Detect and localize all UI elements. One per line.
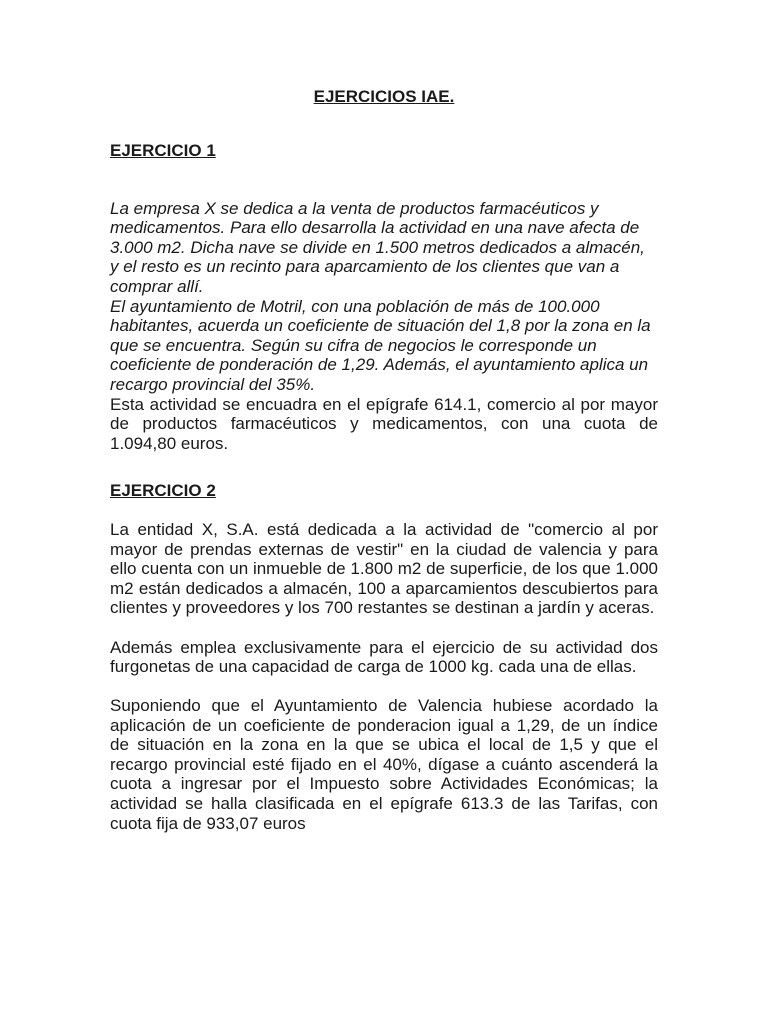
- exercise-1-paragraph-2: El ayuntamiento de Motril, con una población de más de 100.000 habitantes, acuerda un coeficiente de situación del 1,8 por la zona en la que se encuentra. Según su cifra de negocios le corresponde un coeficiente de ponderación de 1,29. Además, el ayuntamiento aplica un recargo provincial del 35%.: [110, 296, 651, 394]
- exercise-1-paragraph-3: Esta actividad se encuadra en el epígrafe 614.1, comercio al por mayor de productos farmacéuticos y medicamentos, con una cuota de 1.094,80 euros.: [110, 394, 658, 453]
- document-title: EJERCICIOS IAE.: [313, 87, 455, 106]
- exercise-2-paragraph-3: Suponiendo que el Ayuntamiento de Valencia hubiese acordado la aplicación de un coeficiente de ponderacion igual a 1,29, de un índice de situación en la zona en la que se ubica el local de 1,5 y que el recargo provincial esté fijado en el 40%, dígase a cuánto ascenderá la cuota a ingresar por el Impuesto sobre Actividades Económicas; la actividad se halla clasificada en el epígrafe 613.3 de las Tarifas, con cuota fija de 933,07 euros: [110, 696, 658, 833]
- exercise-2-paragraph-2: Además emplea exclusivamente para el ejercicio de su actividad dos furgonetas de una capacidad de carga de 1000 kg. cada una de ellas.: [110, 637, 658, 677]
- exercise-2-paragraph-1: La entidad X, S.A. está dedicada a la actividad de "comercio al por mayor de prendas externas de vestir" en la ciudad de valencia y para ello cuenta con un inmueble de 1.800 m2 de superficie, de los que 1.000 m2 están dedicados a almacén, 100 a aparcamientos descubiertos para clientes y proveedores y los 700 restantes se destinan a jardín y aceras.: [110, 519, 658, 618]
- exercise-1-paragraph-1: La empresa X se dedica a la venta de productos farmacéuticos y medicamentos. Para ello desarrolla la actividad en una nave afecta de 3.000 m2. Dicha nave se divide en 1.500 metros dedicados a almacén, y el resto es un recinto para aparcamiento de los clientes que van a comprar allí.: [110, 198, 645, 296]
- exercise-2-heading: EJERCICIO 2: [110, 481, 216, 501]
- document-body: [110, 87, 658, 833]
- exercise-1-heading: EJERCICIO 1: [110, 141, 216, 160]
